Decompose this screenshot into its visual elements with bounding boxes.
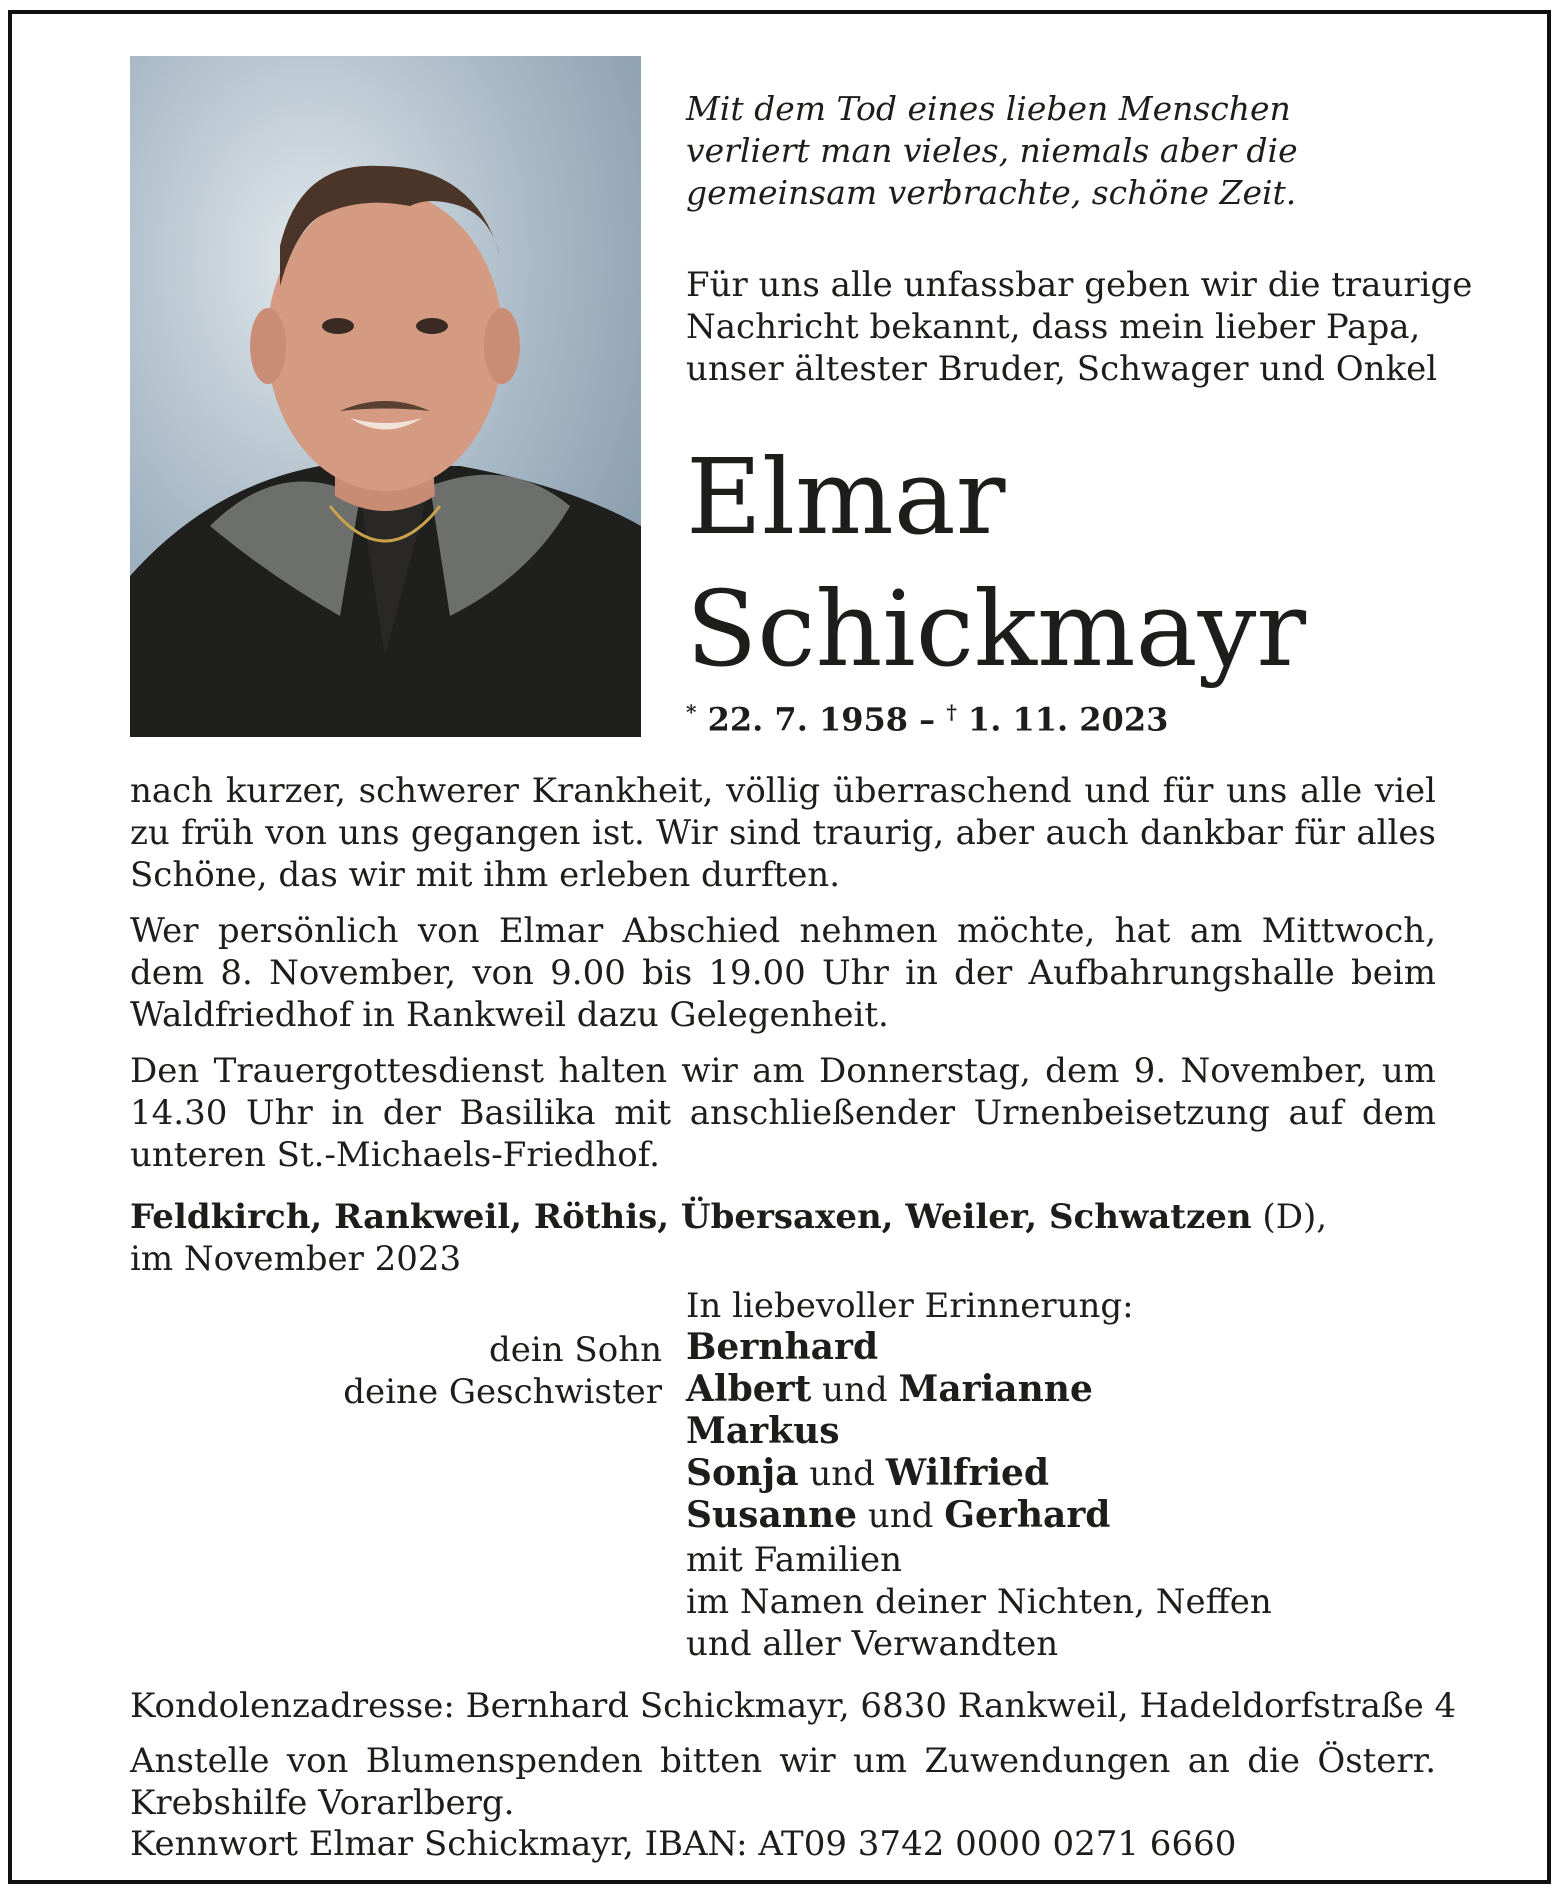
- sibling-line: Markus: [686, 1410, 840, 1452]
- month-year: im November 2023: [130, 1239, 462, 1279]
- birth-date: 22. 7. 1958: [707, 700, 909, 739]
- verse-line: verliert man vieles, niemals aber die: [686, 131, 1298, 170]
- family-line: und aller Verwandten: [686, 1624, 1059, 1664]
- announcement-intro: [686, 264, 1473, 390]
- verse: [686, 88, 1406, 214]
- iban-label: IBAN:: [644, 1824, 748, 1864]
- family-line: mit Familien: [686, 1540, 903, 1580]
- keyword-label: Kennwort Elmar Schickmayr,: [130, 1824, 634, 1864]
- verse-line: gemeinsam verbrachte, schöne Zeit.: [686, 173, 1297, 212]
- paragraph-farewell: Wer persönlich von Elmar Abschied nehmen möchte, hat am Mittwoch, dem 8. November, von 9.00 bis 19.00 Uhr in der Aufbahrungshalle beim Waldfriedhof in Rankweil dazu Gelegenheit.: [130, 911, 1436, 1035]
- bank-details: [130, 1824, 1236, 1864]
- portrait-photo: [130, 56, 641, 737]
- intro-line: unser ältester Bruder, Schwager und Onkel: [686, 349, 1438, 389]
- birth-symbol: *: [686, 700, 697, 724]
- date-separator: –: [919, 700, 936, 739]
- verse-line: Mit dem Tod eines lieben Menschen: [686, 89, 1291, 128]
- places-and-date: [130, 1196, 1327, 1280]
- death-symbol: †: [946, 700, 957, 724]
- son-name: Bernhard: [686, 1326, 879, 1368]
- condolence-address: Kondolenzadresse: Bernhard Schickmayr, 6830 Rankweil, Hadeldorfstraße 4: [130, 1686, 1457, 1726]
- sibling-line: Susanne und Gerhard: [686, 1494, 1111, 1536]
- places-suffix: (D),: [1251, 1197, 1328, 1237]
- memory-heading: In liebevoller Erinnerung:: [686, 1286, 1134, 1326]
- family-line: im Namen deiner Nichten, Neffen: [686, 1582, 1272, 1622]
- sibling-line: Albert und Marianne: [686, 1368, 1093, 1410]
- son-label: dein Sohn: [488, 1330, 662, 1370]
- paragraph-illness: nach kurzer, schwerer Krankheit, völlig überraschend und für uns alle viel zu früh von uns gegangen ist. Wir sind traurig, aber auch dankbar für alles Schöne, das wir mit ihm erleben durften.: [130, 771, 1436, 895]
- paragraph-service: Den Trauergottesdienst halten wir am Donnerstag, dem 9. November, um 14.30 Uhr in der Basilika mit anschließender Urnenbeisetzung auf dem unteren St.-Michaels-Friedhof.: [130, 1051, 1436, 1175]
- intro-line: Für uns alle unfassbar geben wir die traurige: [686, 265, 1473, 305]
- death-date: 1. 11. 2023: [967, 700, 1169, 739]
- siblings-label: deine Geschwister: [343, 1372, 662, 1412]
- donation-request: Anstelle von Blumenspenden bitten wir um Zuwendungen an die Österr. Krebshilfe Vorarlberg.: [130, 1741, 1436, 1823]
- deceased-last-name: Schickmayr: [686, 568, 1307, 690]
- places-list: Feldkirch, Rankweil, Röthis, Übersaxen, Weiler, Schwatzen: [130, 1197, 1252, 1237]
- life-dates: [686, 700, 1168, 739]
- deceased-first-name: Elmar: [686, 436, 1006, 558]
- sibling-line: Sonja und Wilfried: [686, 1452, 1050, 1494]
- intro-line: Nachricht bekannt, dass mein lieber Papa,: [686, 307, 1421, 347]
- iban-number: AT09 3742 0000 0271 6660: [758, 1824, 1237, 1864]
